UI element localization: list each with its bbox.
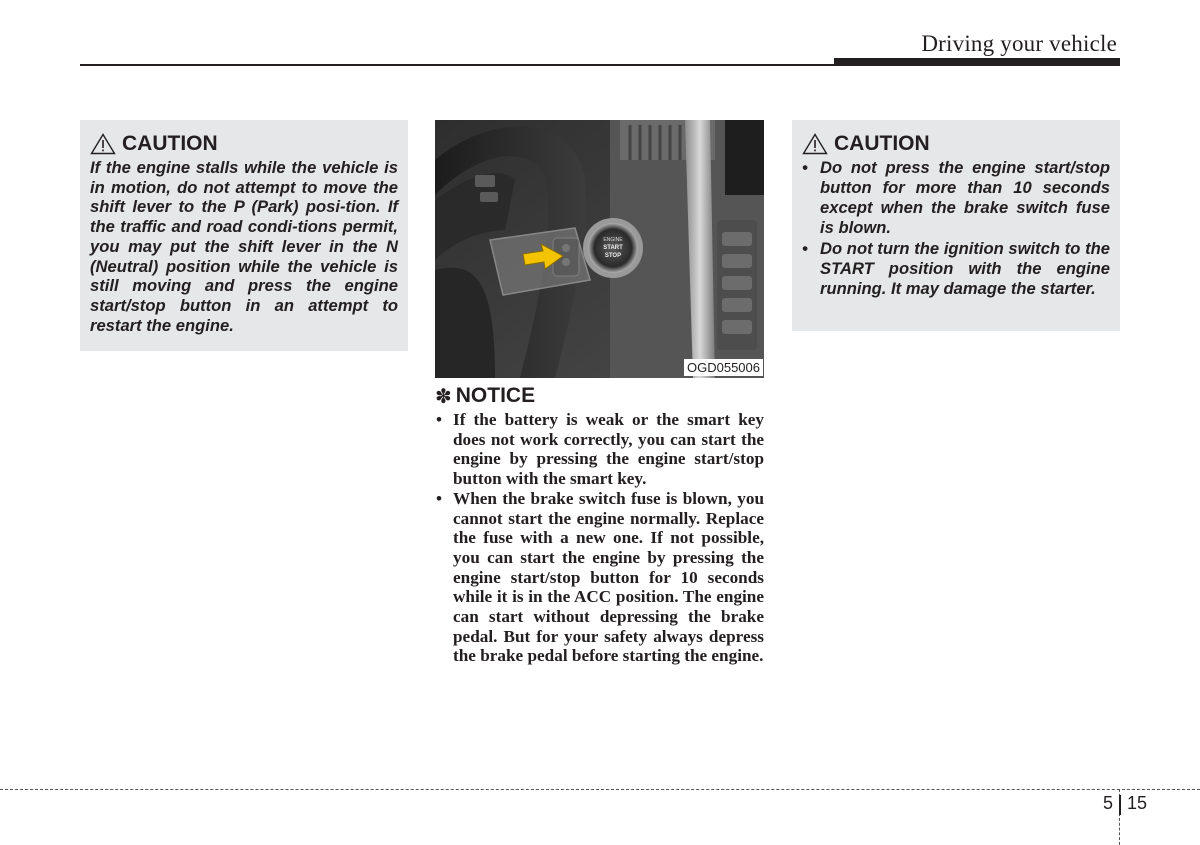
header-title: Driving your vehicle bbox=[921, 31, 1117, 56]
notice-heading bbox=[435, 383, 764, 409]
caution-item bbox=[802, 158, 1110, 238]
footer-rule bbox=[0, 789, 1200, 790]
caution-heading bbox=[90, 132, 398, 156]
notice-section bbox=[435, 383, 764, 666]
page-section: 5 bbox=[1103, 793, 1114, 813]
warning-triangle-icon bbox=[90, 133, 116, 155]
caution-text: If the engine stalls while the vehicle is in motion, do not attempt to move the shift lever to the P (Park) posi-tion. If the traffic and road condi-tions permit, you may put the shift lever in the N (Neutral) position while the vehicle is still moving and press the engine start/stop button in an attempt to restart the engine. bbox=[90, 158, 398, 335]
caution-list bbox=[802, 158, 1110, 299]
header-bar bbox=[834, 58, 1120, 66]
button-label-start: START bbox=[603, 245, 623, 251]
caution-title: CAUTION bbox=[834, 132, 930, 155]
caution-box-right bbox=[792, 120, 1120, 331]
bullet-mark: • bbox=[802, 239, 808, 258]
caution-item-text: Do not turn the ignition switch to the START position with the engine running. It may damage the starter. bbox=[820, 239, 1110, 298]
notice-title: NOTICE bbox=[455, 384, 536, 407]
bullet-mark: • bbox=[802, 158, 808, 177]
warning-triangle-icon bbox=[802, 133, 828, 155]
dashboard-figure bbox=[435, 120, 764, 378]
notice-list bbox=[435, 410, 764, 666]
caution-box-left bbox=[80, 120, 408, 351]
page-divider bbox=[1119, 795, 1121, 815]
caution-heading bbox=[802, 132, 1110, 156]
notice-item bbox=[435, 489, 764, 666]
page-number: 15 bbox=[1127, 793, 1148, 813]
start-stop-button-illustration bbox=[435, 120, 764, 378]
caution-item-text: Do not press the engine start/stop button for more than 10 seconds except when the brake switch fuse is blown. bbox=[820, 158, 1110, 237]
notice-star-icon: ✽ bbox=[435, 384, 452, 408]
caution-item bbox=[802, 239, 1110, 299]
button-label-stop: STOP bbox=[604, 253, 622, 259]
notice-item-text: When the brake switch fuse is blown, you cannot start the engine normally. Replace the fuse with a new one. If not possible, you can start the engine by pressing the engine start/stop button for 10 seconds while it is in the ACC position. The engine can start without depressing the brake pedal. But for your safety always depress the brake pedal before starting the engine. bbox=[453, 488, 764, 666]
bullet-mark: • bbox=[436, 410, 443, 429]
button-label-engine: ENGINE bbox=[603, 237, 623, 243]
notice-item-text: If the battery is weak or the smart key does not work correctly, you can start the engine by pressing the engine start/stop button with the smart key. bbox=[453, 410, 764, 489]
notice-item bbox=[435, 410, 764, 489]
figure-code: OGD055006 bbox=[684, 359, 763, 376]
bullet-mark: • bbox=[436, 488, 443, 508]
caution-title: CAUTION bbox=[122, 132, 218, 155]
